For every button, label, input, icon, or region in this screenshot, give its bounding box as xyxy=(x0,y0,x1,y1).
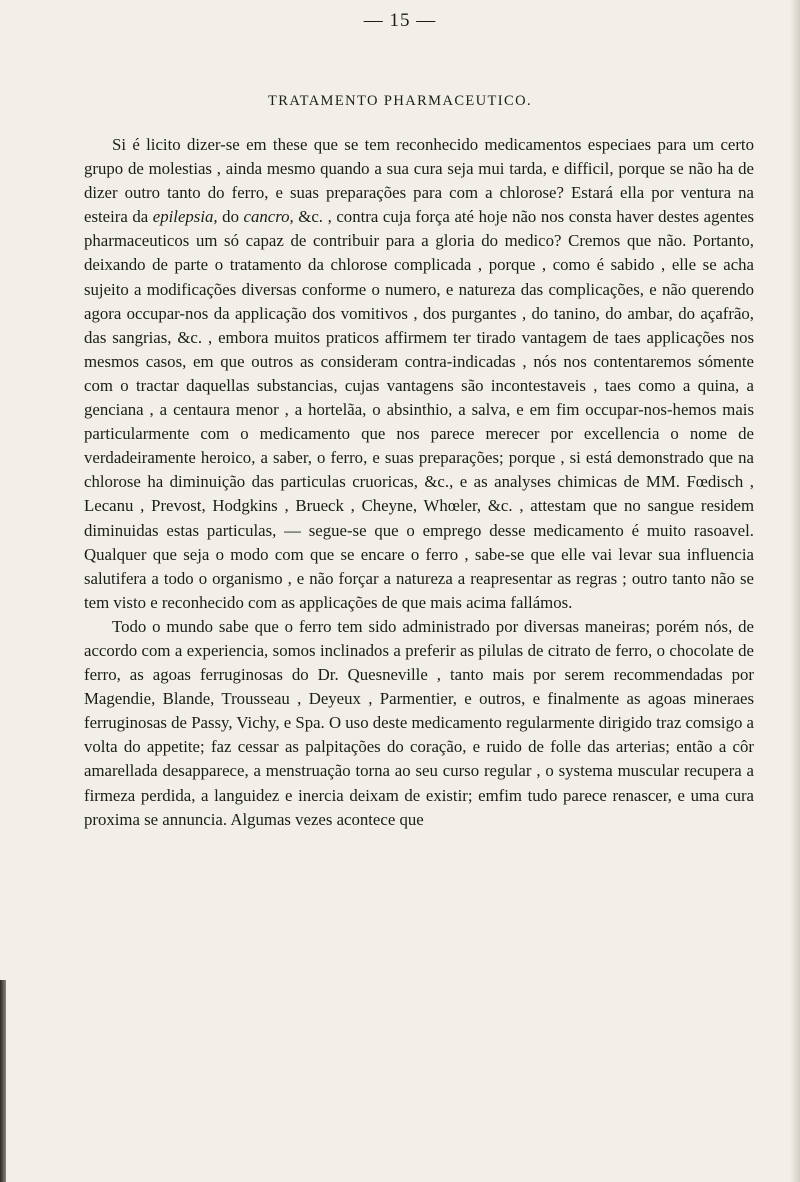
section-title: TRATAMENTO PHARMACEUTICO. xyxy=(268,93,532,109)
paragraph-1-italic-epilepsia: epilepsia, xyxy=(152,207,218,227)
paragraph-2: Todo o mundo sabe que o ferro tem sido administrado por diversas maneiras; porém nós, de accordo com a experiencia, somos inclinados a preferir as pilulas de citrato de ferro, o chocolate de ferro, as agoas ferruginosas do Dr. Quesneville , tanto mais por serem recommendadas por Magendie, Blande, Trousseau , Deyeux , Parmentier, e outros, e finalmente as agoas mineraes ferruginosas de Passy, Vichy, e Spa. O uso deste medicamento regularmente dirigido traz comsigo a volta do appetite; faz cessar as palpitações do coração, e ruido de folle das arterias; então a côr amarellada desapparece, a menstruação torna ao seu curso regular , o systema muscular recupera a firmeza perdida, a languidez e inercia deixam de existir; emfim tudo parece renascer, e uma cura proxima se annuncia. Algumas vezes acontece que xyxy=(84,616,754,829)
paragraph-1-text-b: do xyxy=(217,207,244,227)
paragraph-1-italic-cancro: cancro, xyxy=(243,207,294,227)
binding-edge xyxy=(0,980,6,1182)
paragraph-1 xyxy=(84,133,754,615)
paragraph-1-text-c: &c. , contra cuja força até hoje não nos consta haver destes agentes pharmaceuticos um só capaz de contribuir para a gloria do medico? Cremos que não. Portanto, deixando de parte o tratamento da chlorose complicada , porque , como é sabido , elle se acha sujeito a modificações diversas conforme o numero, e natureza das complicações, e não querendo agora occupar-nos da applicação dos vomitivos , dos purgantes , do tanino, do ambar, do açafrão, das sangrias, &c. , embora muitos praticos affirmem ter tirado vantagem de taes applicações nos mesmos casos, em que outros as consideram contra-indicadas , nós nos contentaremos sómente com o tractar daquellas substancias, cujas vantagens são incontestaveis , taes como a quina, a genciana , a centaura menor , a hortelãa, o absinthio, a salva, e em fim occupar-nos-hemos mais particularmente com o medicamento que nos parece merecer por excellencia o nome de verdadeiramente heroico, a saber, o ferro, e suas preparações; porque , si está demonstrado que na chlorose ha diminuição das particulas cruoricas, &c., e as analyses chimicas de MM. Fœdisch , Lecanu , Prevost, Hodgkins , Brueck , Cheyne, Whœler, &c. , attestam que no sangue residem diminuidas estas particulas, — segue-se que o emprego desse medicamento é muito rasoavel. Qualquer que seja o modo com que se encare o ferro , sabe-se que elle vai levar sua influencia salutifera a todo o organismo , e não forçar a natureza a reapresentar as regras ; outro tanto não se tem visto e reconhecido com as applicações de que mais acima fallámos. xyxy=(84,207,754,612)
page-edge-shadow xyxy=(790,0,800,1182)
page-number: — 15 — xyxy=(363,10,437,31)
paragraph-1-text-a: Si é licito dizer-se em these que se tem reconhecido medicamentos especiaes para um certo grupo de molestias , ainda mesmo quando a sua cura seja mui tarda, e difficil, porque se não ha de dizer outro tanto do ferro, e suas preparações para com a chlorose? Estará ella por ventura na esteira da xyxy=(84,135,754,227)
body-text xyxy=(84,133,754,832)
